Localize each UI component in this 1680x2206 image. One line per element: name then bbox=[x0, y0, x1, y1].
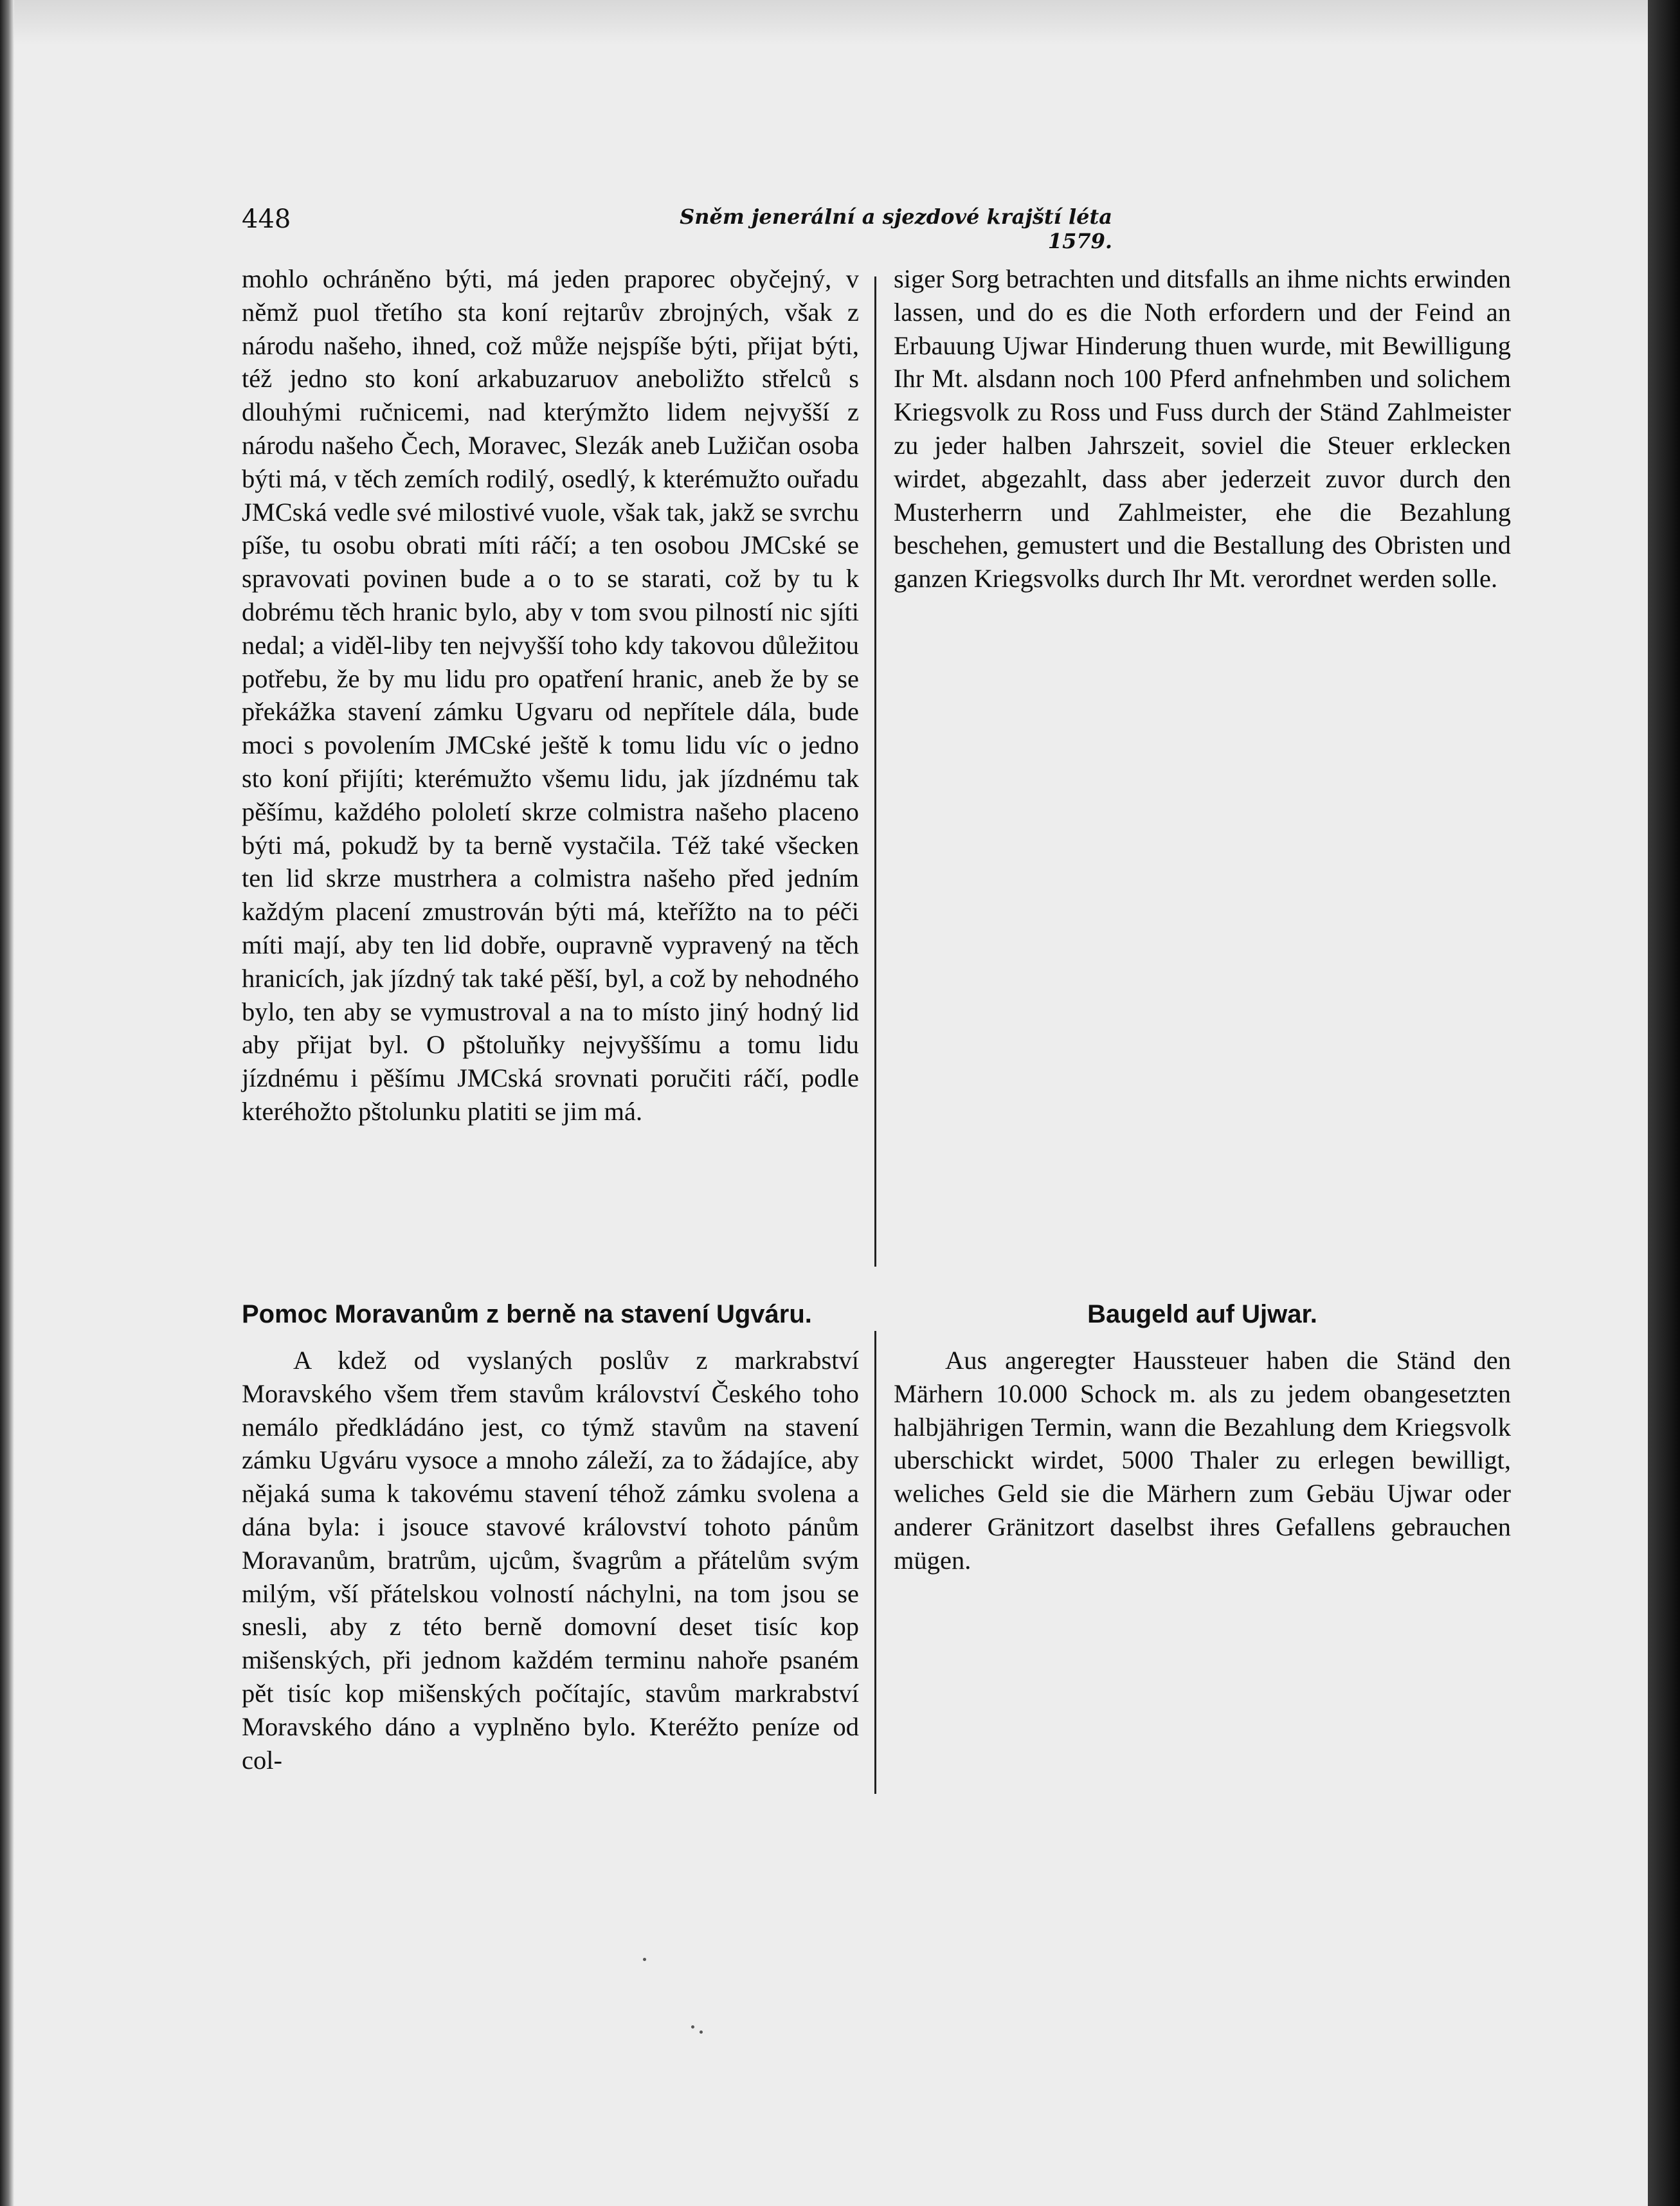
scan-speck bbox=[643, 1958, 646, 1961]
left-column bbox=[242, 262, 859, 1128]
page-number: 448 bbox=[242, 204, 291, 234]
column-divider-lower bbox=[874, 1331, 876, 1794]
scan-speck bbox=[691, 2025, 694, 2029]
section-heading-german: Baugeld auf Ujwar. bbox=[1087, 1300, 1317, 1328]
scan-shadow-left bbox=[0, 0, 14, 2206]
section-body-czech bbox=[242, 1344, 859, 1777]
running-head: Sněm jenerální a sjezdové krajští léta 1579. bbox=[680, 204, 1112, 253]
right-column-paragraph: siger Sorg betrachten und ditsfalls an ihme nichts erwinden lassen, und do es die Noth erfordern und der Feind an Erbauung Ujwar Hinderung thuen wurde, mit Bewilligung Ihr Mt. alsdann noch 100 Pferd anfnehmben und solichem Kriegsvolk zu Ross und Fuss durch der Ständ Zahlmeister zu jeder halben Jahrszeit, soviel die Steuer erklecken wirdet, abgezahlt, dass aber jederzeit zuvor durch den Musterherrn und Zahlmeister, ehe die Bezahlung beschehen, gemustert und die Bestallung des Obristen und ganzen Kriegsvolks durch Ihr Mt. verordnet werden solle. bbox=[894, 264, 1511, 593]
section-paragraph-german: Aus angeregter Haussteuer haben die Ständ den Märhern 10.000 Schock m. als zu jedem obangesetzten halbjährigen Termin, wann die Bezahlung dem Kriegsvolk uberschickt wirdet, 5000 Thaler zu erlegen bewilligt, weliches Geld sie die Märhern zum Gebäu Ujwar oder anderer Gränitzort daselbst ihres Gefallens gebrauchen mügen. bbox=[894, 1346, 1511, 1575]
column-divider bbox=[874, 276, 876, 1267]
scan-speck bbox=[700, 2030, 703, 2034]
scan-shadow-right bbox=[1648, 0, 1680, 2206]
section-paragraph-czech: A kdež od vyslaných poslův z markrabství Moravského všem třem stavům království Českého toho nemálo předkládáno jest, co týmž stavům na stavení zámku Ugváru vysoce a mnoho záleží, za to žádajíce, aby nějaká suma k takovému stavení téhož zámku svolena a dána byla: i jsouce stavové království tohoto pánům Moravanům, bratrům, ujcům, švagrům a přátelům svým milým, vší přátelskou volností náchylni, na tom jsou se snesli, aby z této berně domovní deset tisíc kop mišenských, při jednom každém terminu nahoře psaném pět tisíc kop mišenských počítajíc, stavům markrabství Moravského dáno a vyplněno bylo. Kteréžto peníze od col- bbox=[242, 1346, 859, 1775]
scan-shadow-top bbox=[0, 0, 1680, 45]
right-column bbox=[894, 262, 1511, 595]
section-heading-czech: Pomoc Moravanům z berně na stavení Ugváru. bbox=[242, 1300, 812, 1328]
section-body-german bbox=[894, 1344, 1511, 1577]
left-column-paragraph: mohlo ochráněno býti, má jeden praporec obyčejný, v němž puol třetího sta koní rejtarův zbrojných, však z národu našeho, ihned, což může nejspíše býti, přijat býti, též jedno sto koní arkabuzaruov aneboližto střelců s dlouhými ručnicemi, nad kterýmžto lidem nejvyšší z národu našeho Čech, Moravec, Slezák aneb Lužičan osoba býti má, v těch zemích rodilý, osedlý, k kterémužto ouřadu JMCská vedle své milostivé vuole, však tak, jakž se svrchu píše, tu osobu obrati míti ráčí; a ten osobou JMCské se spravovati povinen bude a o to se starati, což by tu k dobrému těch hranic bylo, aby v tom svou pilností nic sjíti nedal; a viděl-liby ten nejvyšší toho kdy takovou důležitou potřebu, že by mu lidu pro opatření hranic, aneb že by se překážka stavení zámku Ugvaru od nepřítele dála, bude moci s povolením JMCské ještě k tomu lidu víc o jedno sto koní přijíti; kterémužto všemu lidu, jak jízdnému tak pěšímu, každého pololetí skrze colmistra našeho placeno býti má, pokudž by ta berně vystačila. Též také všecken ten lid skrze mustrhera a colmistra našeho před jedním každým placení zmustrován býti má, kteřížto na to péči míti mají, aby ten lid dobře, oupravně vypravený na těch hranicích, jak jízdný tak také pěší, byl, a což by nehodného bylo, ten aby se vymustroval a na to místo jiný hodný lid aby přijat byl. O pštoluňky nejvyššímu a tomu lidu jízdnému i pěšímu JMCská srovnati poručiti ráčí, podle kteréhožto pštolunku platiti se jim má. bbox=[242, 264, 859, 1126]
